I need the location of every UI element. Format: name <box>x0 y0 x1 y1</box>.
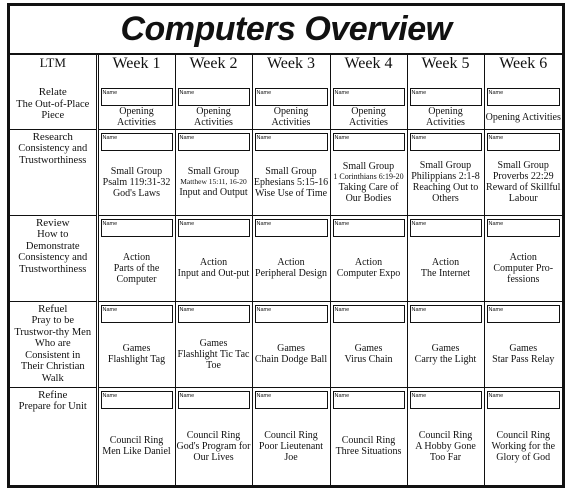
week-5-cell <box>407 85 484 129</box>
activity-title: Council Ring <box>186 429 241 441</box>
name-label: Name <box>102 306 118 313</box>
activity-topic: Reward of Skillful Labour <box>486 182 561 204</box>
name-field[interactable] <box>410 305 482 323</box>
activity-detail: Star Pass Relay <box>492 354 555 365</box>
column-header-week-6: Week 6 <box>499 55 548 72</box>
week-5-cell <box>407 301 484 387</box>
name-label: Name <box>179 90 195 96</box>
activity-detail: Philippians 2:1-8 <box>411 171 480 182</box>
week-5-cell <box>407 129 484 215</box>
activity-title: Council Ring <box>341 435 396 447</box>
activity-detail: Parts of the Computer <box>113 262 160 285</box>
activity-body <box>486 410 562 484</box>
name-label: Name <box>256 220 272 227</box>
name-label: Name <box>411 134 427 141</box>
activity-title: Council Ring <box>418 429 473 441</box>
activity-detail: Computer Expo <box>336 268 401 279</box>
activity-detail: Computer Pro-fessions <box>493 262 554 285</box>
activity-title: Action <box>122 251 151 263</box>
name-field[interactable] <box>410 88 482 106</box>
activity-title: Games <box>199 337 228 349</box>
name-field[interactable] <box>333 305 405 323</box>
name-label: Name <box>179 306 195 313</box>
activity-body <box>254 410 329 484</box>
week-4-cell <box>330 387 407 485</box>
activity-title: Games <box>277 343 305 354</box>
activity-detail: The Internet <box>420 268 471 279</box>
activity-detail: Flashlight Tag <box>107 354 166 365</box>
activity-body <box>332 152 406 213</box>
activity-title: Games <box>431 343 460 354</box>
activity-detail: God's Program for Our Lives <box>176 440 251 463</box>
ltm-cell <box>10 301 97 387</box>
page-title: Computers Overview <box>10 6 562 55</box>
week-2-cell <box>175 301 252 387</box>
activity-detail: Carry the Light <box>414 354 477 365</box>
activity-title: Small Group <box>187 166 240 177</box>
column-header-week-4: Week 4 <box>330 55 407 85</box>
name-field[interactable] <box>101 305 173 323</box>
week-6-cell <box>484 85 562 129</box>
week-2-cell <box>175 387 252 485</box>
activity-detail: 1 Corinthians 6:19-20 <box>333 171 404 181</box>
ltm-subtitle: How to Demonstrate Consistency and Trustworthiness <box>18 229 88 275</box>
activity-title: Opening Activities <box>194 106 233 129</box>
name-field[interactable] <box>333 391 405 409</box>
activity-body <box>486 152 562 213</box>
row-relate <box>10 85 562 129</box>
name-field[interactable] <box>255 391 328 409</box>
activity-body <box>332 324 406 385</box>
name-field[interactable] <box>487 391 561 409</box>
activity-body <box>409 324 483 385</box>
activity-detail: Chain Dodge Ball <box>254 354 328 365</box>
activity-body <box>332 238 406 299</box>
column-header-week-5: Week 5 <box>407 55 484 85</box>
activity-body <box>177 238 251 299</box>
name-field[interactable] <box>487 305 561 323</box>
activity-body <box>100 238 174 299</box>
activity-topic: Input and Output <box>179 187 248 198</box>
week-1-cell <box>97 215 175 301</box>
activity-body <box>254 324 329 385</box>
name-field[interactable] <box>410 391 482 409</box>
activity-detail: Working for the Glory of God <box>491 440 556 463</box>
name-field[interactable] <box>255 305 328 323</box>
activity-title: Opening Activities <box>426 106 465 129</box>
column-header-week-2: Week 2 <box>175 55 252 85</box>
activity-body <box>409 238 483 299</box>
activity-detail: Proverbs 22:29 <box>492 171 554 182</box>
activity-body <box>486 238 562 299</box>
name-field[interactable] <box>101 391 173 409</box>
name-field[interactable] <box>333 133 405 151</box>
name-label: Name <box>411 306 427 313</box>
activity-detail: Input and Out-put <box>177 268 250 279</box>
activity-topic: Wise Use of Time <box>254 187 328 199</box>
ltm-cell <box>10 85 97 129</box>
name-label: Name <box>256 134 272 141</box>
week-4-cell <box>330 301 407 387</box>
name-label: Name <box>488 134 504 141</box>
name-label: Name <box>488 306 504 313</box>
activity-detail: Ephesians 5:15-16 <box>253 176 329 188</box>
ltm-title: Research <box>32 130 73 143</box>
name-field[interactable] <box>255 88 328 106</box>
name-field[interactable] <box>487 133 561 151</box>
name-label: Name <box>256 306 272 313</box>
name-label: Name <box>334 392 350 399</box>
column-header-ltm: LTM <box>10 55 97 85</box>
name-label: Name <box>256 90 272 96</box>
activity-topic: Reaching Out to Others <box>412 182 479 204</box>
week-6-cell <box>484 129 562 215</box>
week-4-cell <box>330 85 407 129</box>
name-field[interactable] <box>178 391 250 409</box>
week-6-cell <box>484 215 562 301</box>
name-field[interactable] <box>255 219 328 237</box>
activity-title: Small Group <box>497 160 549 171</box>
activity-body <box>177 152 251 213</box>
activity-title: Opening Activities <box>117 106 156 129</box>
activity-body <box>254 152 329 213</box>
activity-detail: Matthew 15:11, 16-20 <box>180 177 247 186</box>
week-2-cell <box>175 215 252 301</box>
activity-title: Action <box>509 251 537 263</box>
name-field[interactable] <box>178 133 250 151</box>
activity-body <box>100 108 174 127</box>
name-field[interactable] <box>178 305 250 323</box>
activity-body <box>486 108 562 127</box>
week-3-cell <box>252 129 330 215</box>
ltm-cell <box>10 215 97 301</box>
activity-detail: Peripheral Design <box>255 268 327 279</box>
week-3-cell <box>252 301 330 387</box>
week-4-cell <box>330 215 407 301</box>
activity-title: Council Ring <box>264 429 318 441</box>
name-label: Name <box>256 392 272 399</box>
ltm-cell <box>10 387 97 485</box>
activity-title: Opening Activities <box>485 111 561 123</box>
activity-title: Small Group <box>342 160 395 172</box>
activity-title: Games <box>122 343 151 354</box>
name-label: Name <box>411 90 427 96</box>
activity-title: Opening Activities <box>349 106 388 129</box>
activity-body <box>254 238 329 299</box>
name-label: Name <box>102 220 118 227</box>
activity-body <box>332 410 406 484</box>
overview-frame <box>7 3 565 488</box>
week-2-cell <box>175 85 252 129</box>
activity-body <box>409 152 483 213</box>
schedule-table <box>10 55 562 485</box>
name-label: Name <box>488 220 504 227</box>
ltm-subtitle: Pray to be Trustwor-thy Men Who are Consistent in Their Christian Walk <box>14 315 92 384</box>
name-field[interactable] <box>101 219 173 237</box>
ltm-subtitle: Prepare for Unit <box>18 401 87 412</box>
name-field[interactable] <box>255 133 328 151</box>
ltm-title: Review <box>35 216 70 229</box>
row-research <box>10 129 562 215</box>
week-3-cell <box>252 85 330 129</box>
activity-title: Small Group <box>265 165 317 177</box>
activity-title: Games <box>354 343 383 354</box>
activity-title: Action <box>199 257 228 268</box>
name-label: Name <box>488 392 504 399</box>
column-header-week-3: Week 3 <box>252 55 330 85</box>
week-6-cell <box>484 301 562 387</box>
week-5-cell <box>407 215 484 301</box>
week-1-cell <box>97 129 175 215</box>
ltm-title: Refine <box>38 388 68 401</box>
week-3-cell <box>252 215 330 301</box>
activity-detail: Virus Chain <box>344 354 393 365</box>
activity-title: Small Group <box>419 160 472 171</box>
row-refine <box>10 387 562 485</box>
activity-body <box>409 410 483 484</box>
activity-body <box>177 324 251 385</box>
header-row <box>10 55 562 85</box>
row-refuel <box>10 301 562 387</box>
name-field[interactable] <box>178 219 250 237</box>
name-label: Name <box>334 306 350 313</box>
activity-body <box>100 152 174 213</box>
row-review <box>10 215 562 301</box>
name-label: Name <box>334 220 350 227</box>
name-label: Name <box>488 90 504 96</box>
column-header-week-1: Week 1 <box>97 55 175 85</box>
name-label: Name <box>102 134 118 141</box>
name-label: Name <box>102 392 118 399</box>
ltm-subtitle: Consistency and Trustworthiness <box>18 143 88 166</box>
name-label: Name <box>102 90 118 96</box>
activity-body <box>254 108 329 127</box>
activity-body <box>100 324 174 385</box>
name-field[interactable] <box>333 88 405 106</box>
week-2-cell <box>175 129 252 215</box>
week-3-cell <box>252 387 330 485</box>
week-4-cell <box>330 129 407 215</box>
activity-body <box>177 410 251 484</box>
activity-title: Action <box>431 257 460 268</box>
activity-title: Council Ring <box>496 429 551 441</box>
activity-title: Council Ring <box>109 435 164 447</box>
activity-title: Action <box>354 257 383 268</box>
activity-detail: Men Like Daniel <box>102 446 171 458</box>
activity-topic: God's Laws <box>112 187 161 199</box>
name-field[interactable] <box>101 133 173 151</box>
name-field[interactable] <box>178 88 250 106</box>
activity-topic: Taking Care of Our Bodies <box>338 181 399 204</box>
name-field[interactable] <box>487 219 561 237</box>
activity-detail: Psalm 119:31-32 <box>102 176 171 188</box>
activity-title: Games <box>509 343 538 354</box>
activity-body <box>486 324 562 385</box>
activity-detail: Flashlight Tic Tac Toe <box>177 348 250 371</box>
activity-body <box>409 108 483 127</box>
name-label: Name <box>179 134 195 141</box>
activity-body <box>177 108 251 127</box>
ltm-subtitle: The Out-of-Place Piece <box>16 98 90 121</box>
name-label: Name <box>334 134 350 141</box>
week-1-cell <box>97 387 175 485</box>
ltm-title: Refuel <box>38 302 68 315</box>
ltm-title: Relate <box>38 86 67 98</box>
activity-title: Action <box>277 257 305 268</box>
activity-title: Small Group <box>110 165 163 177</box>
week-1-cell <box>97 85 175 129</box>
activity-title: Opening Activities <box>271 106 311 129</box>
name-label: Name <box>179 220 195 227</box>
activity-body <box>332 108 406 127</box>
name-field[interactable] <box>487 88 561 106</box>
name-label: Name <box>411 392 427 399</box>
week-1-cell <box>97 301 175 387</box>
week-6-cell <box>484 387 562 485</box>
ltm-cell <box>10 129 97 215</box>
activity-detail: Poor Lieutenant Joe <box>258 440 324 463</box>
activity-body <box>100 410 174 484</box>
name-field[interactable] <box>333 219 405 237</box>
name-field[interactable] <box>410 133 482 151</box>
name-field[interactable] <box>410 219 482 237</box>
name-label: Name <box>334 90 350 96</box>
activity-detail: Three Situations <box>335 446 402 458</box>
week-5-cell <box>407 387 484 485</box>
activity-detail: A Hobby Gone Too Far <box>415 440 476 463</box>
name-label: Name <box>411 220 427 227</box>
name-label: Name <box>179 392 195 399</box>
name-field[interactable] <box>101 88 173 106</box>
